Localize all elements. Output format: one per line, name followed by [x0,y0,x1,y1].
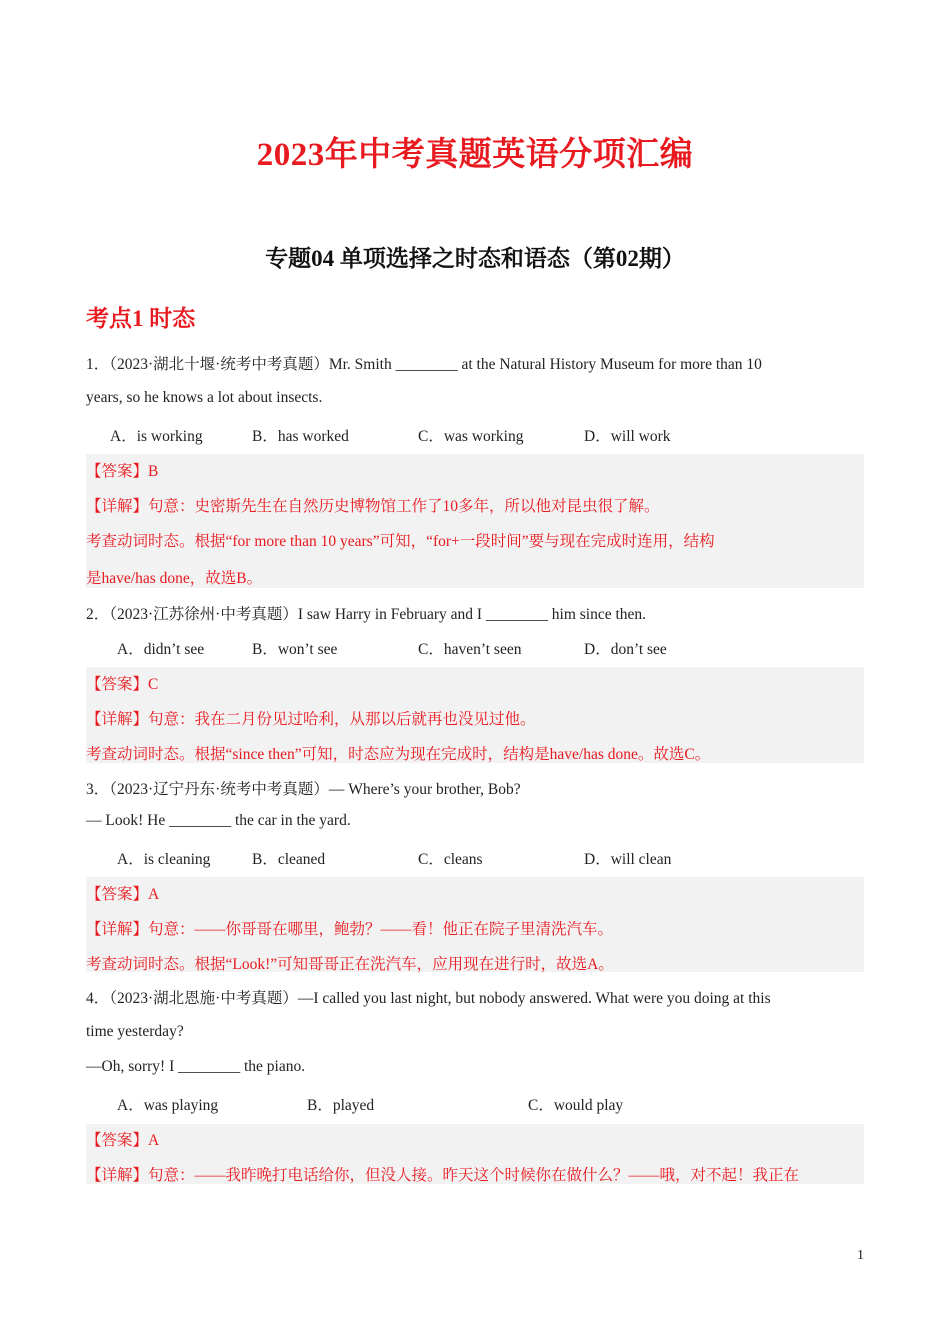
question-1-option-a: A．is working [110,428,203,445]
question-2-option-a: A．didn’t see [117,641,205,658]
question-4-stem-line-3: —Oh, sorry! I ________ the piano. [86,1058,306,1075]
question-1-option-d: D．will work [584,428,671,445]
question-1-option-c: C．was working [418,428,524,445]
question-3-answer: 【答案】A [86,886,160,903]
question-3-option-b: B．cleaned [252,851,326,868]
question-2-explain-line-2: 考查动词时态。根据“since then”可知，时态应为现在完成时，结构是have/has done。故选C。 [86,746,711,763]
question-1-stem-line-2: years, so he knows a lot about insects. [86,389,323,406]
question-4-option-a: A．was playing [117,1097,219,1114]
question-1-answer: 【答案】B [86,463,159,480]
question-2-option-b: B．won’t see [252,641,338,658]
question-4-stem-line-2: time yesterday? [86,1023,184,1040]
question-4-stem-line-1: 4．（2023·湖北恩施·中考真题）—I called you last night, but nobody answered. What were you doing at this [86,990,771,1007]
question-3-explain-line-2: 考查动词时态。根据“Look!”可知哥哥正在洗汽车，应用现在进行时，故选A。 [86,956,614,973]
question-3-explain-line-1: 【详解】句意：——你哥哥在哪里，鲍勃？——看！他正在院子里清洗汽车。 [86,921,614,938]
question-1-explain-line-3: 是have/has done，故选B。 [86,570,263,587]
topic-subtitle: 专题04 单项选择之时态和语态（第02期） [265,246,685,271]
question-2-answer: 【答案】C [86,676,159,693]
question-4-answer: 【答案】A [86,1132,160,1149]
page-title: 2023年中考真题英语分项汇编 [256,137,694,173]
question-4-option-c: C．would play [528,1097,624,1114]
question-4-explain-line-1: 【详解】句意：——我昨晚打电话给你，但没人接。昨天这个时候你在做什么？——哦，对不起！我正在 [86,1167,800,1184]
question-2-stem-line-1: 2．（2023·江苏徐州·中考真题）I saw Harry in February and I ________ him since then. [86,606,647,623]
page-number: 1 [857,1248,864,1263]
question-2-option-d: D．don’t see [584,641,667,658]
question-1-option-b: B．has worked [252,428,349,445]
question-2-explain-line-1: 【详解】句意：我在二月份见过哈利，从那以后就再也没见过他。 [86,711,536,728]
question-3-option-a: A．is cleaning [117,851,211,868]
question-1-stem-line-1: 1．（2023·湖北十堰·统考中考真题）Mr. Smith ________ at the Natural History Museum for more than 10 [86,356,762,373]
question-1-explain-line-2: 考查动词时态。根据“for more than 10 years”可知，“for+一段时间”要与现在完成时连用，结构 [86,533,715,550]
question-2-option-c: C．haven’t seen [418,641,522,658]
question-3-option-d: D．will clean [584,851,672,868]
question-3-stem-line-2: — Look! He ________ the car in the yard. [86,812,351,829]
question-4-option-b: B．played [307,1097,375,1114]
question-3-option-c: C．cleans [418,851,483,868]
section-heading: 考点1 时态 [86,306,196,331]
question-3-stem-line-1: 3．（2023·辽宁丹东·统考中考真题）— Where’s your brother, Bob? [86,781,521,798]
question-1-explain-line-1: 【详解】句意：史密斯先生在自然历史博物馆工作了10多年，所以他对昆虫很了解。 [86,498,660,515]
